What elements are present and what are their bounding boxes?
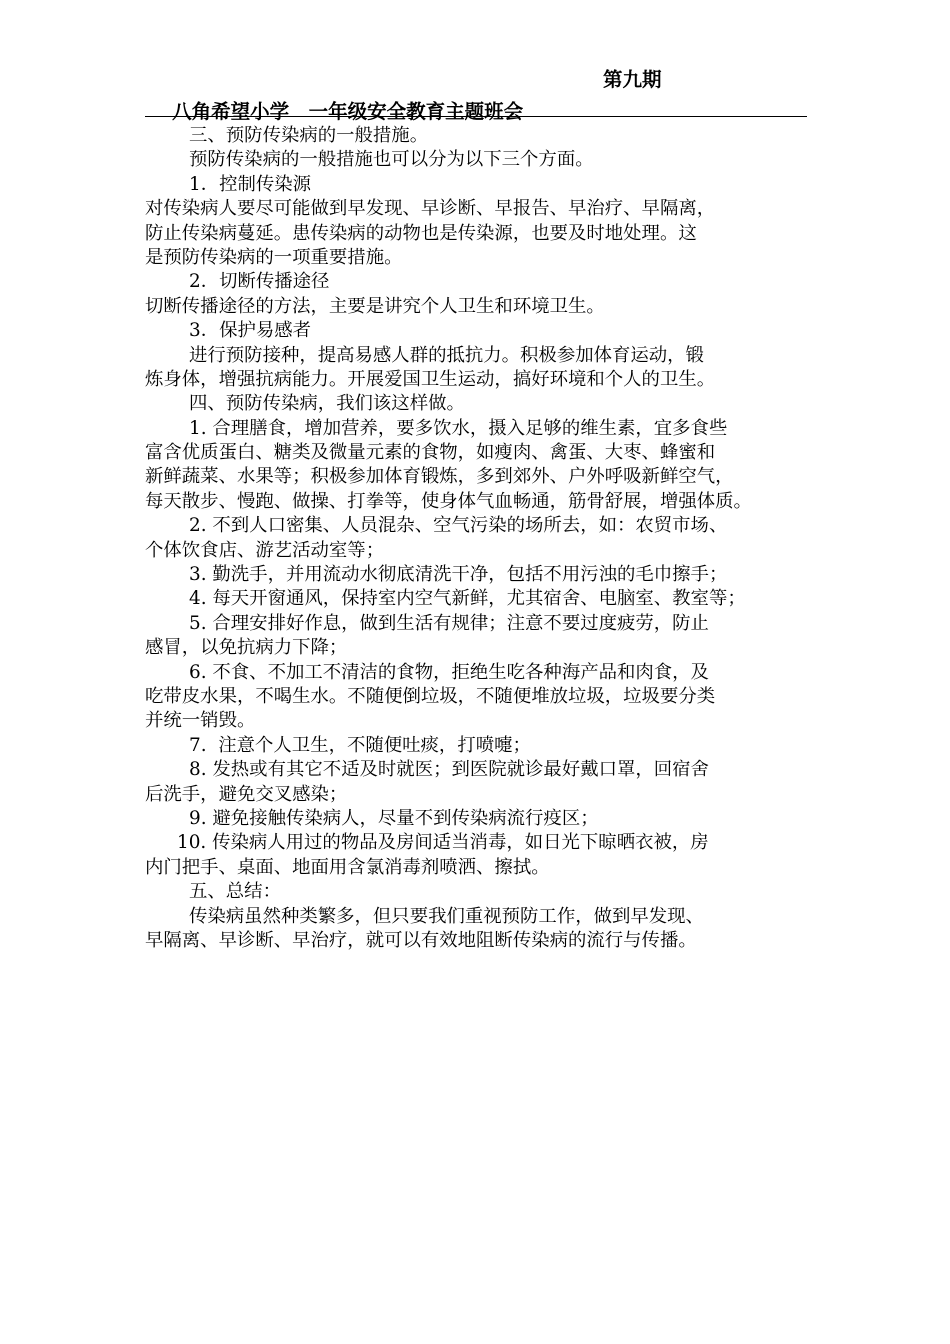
text-line: 对传染病人要尽可能做到早发现、早诊断、早报告、早治疗、早隔离， — [145, 198, 716, 220]
text-line: 新鲜蔬菜、水果等；积极参加体育锻炼，多到郊外、户外呼吸新鲜空气， — [145, 466, 734, 488]
text-line: 8. 发热或有其它不适及时就医；到医院就诊最好戴口罩，回宿舍 — [189, 759, 709, 781]
text-line: 10. 传染病人用过的物品及房间适当消毒，如日光下晾晒衣被，房 — [177, 832, 709, 854]
text-line: 3．保护易感者 — [189, 320, 312, 342]
header-title: 八角希望小学 一年级安全教育主题班会 — [172, 100, 524, 123]
text-line: 9. 避免接触传染病人，尽量不到传染病流行疫区； — [189, 807, 599, 829]
text-line: 切断传播途径的方法，主要是讲究个人卫生和环境卫生。 — [145, 295, 605, 317]
text-line: 富含优质蛋白、糖类及微量元素的食物，如瘦肉、禽蛋、大枣、蜂蜜和 — [145, 442, 716, 464]
text-line: 7. 注意个人卫生，不随便吐痰，打喷嚏； — [189, 734, 531, 756]
text-line: 1．控制传染源 — [189, 173, 312, 195]
text-line: 6. 不食、不加工不清洁的食物，拒绝生吃各种海产品和肉食，及 — [189, 661, 709, 683]
header-divider — [145, 116, 807, 117]
text-line: 后洗手，避免交叉感染； — [145, 783, 348, 805]
text-line: 5. 合理安排好作息，做到生活有规律；注意不要过度疲劳，防止 — [189, 612, 709, 634]
page-header — [145, 64, 807, 123]
text-line: 早隔离、早诊断、早治疗，就可以有效地阻断传染病的流行与传播。 — [145, 929, 697, 951]
text-line: 传染病虽然种类繁多，但只要我们重视预防工作，做到早发现、 — [189, 905, 704, 927]
header-issue: 第九期 — [603, 68, 662, 91]
text-line: 4. 每天开窗通风，保持室内空气新鲜，尤其宿舍、电脑室、教室等； — [189, 588, 746, 610]
text-line: 五、总结： — [189, 881, 281, 903]
text-line: 三、预防传染病的一般措施。 — [189, 125, 429, 146]
text-line: 3. 勤洗手，并用流动水彻底清洗干净，包括不用污浊的毛巾擦手； — [189, 564, 728, 586]
text-line: 四、预防传染病，我们该这样做。 — [189, 393, 465, 415]
text-line: 每天散步、慢跑、做操、打拳等，使身体气血畅通，筋骨舒展，增强体质。 — [145, 490, 752, 512]
text-line: 内门把手、桌面、地面用含氯消毒剂喷洒、擦拭。 — [145, 856, 550, 878]
document-body — [145, 124, 810, 953]
text-line: 是预防传染病的一项重要措施。 — [145, 246, 403, 268]
text-line: 2. 不到人口密集、人员混杂、空气污染的场所去，如：农贸市场、 — [189, 515, 728, 537]
text-line: 2．切断传播途径 — [189, 271, 330, 293]
text-line: 并统一销毁。 — [145, 710, 256, 732]
text-line: 1. 合理膳食，增加营养，要多饮水，摄入足够的维生素，宜多食些 — [189, 417, 728, 439]
text-line: 预防传染病的一般措施也可以分为以下三个方面。 — [189, 149, 594, 171]
text-line: 进行预防接种，提高易感人群的抵抗力。积极参加体育运动，锻 — [189, 344, 704, 366]
text-line: 炼身体，增强抗病能力。开展爱国卫生运动，搞好环境和个人的卫生。 — [145, 368, 716, 390]
text-line: 感冒，以免抗病力下降； — [145, 637, 348, 659]
text-line: 防止传染病蔓延。患传染病的动物也是传染源，也要及时地处理。这 — [145, 222, 697, 244]
text-line: 吃带皮水果，不喝生水。不随便倒垃圾，不随便堆放垃圾，垃圾要分类 — [145, 685, 716, 707]
text-line: 个体饮食店、游艺活动室等； — [145, 539, 385, 561]
